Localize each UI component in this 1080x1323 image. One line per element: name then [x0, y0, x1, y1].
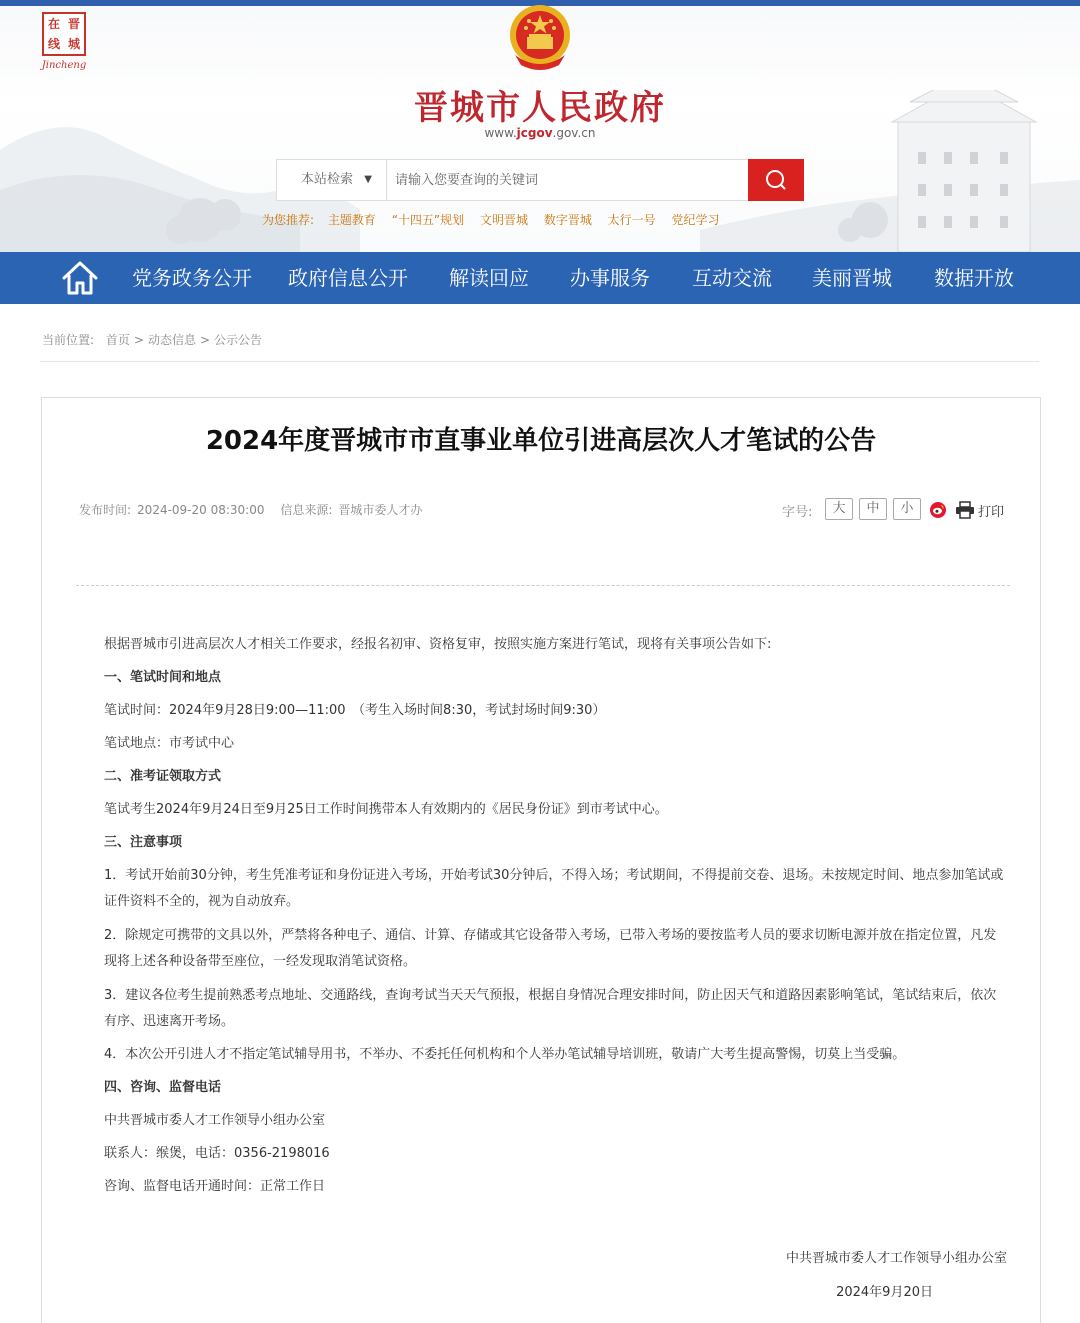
paragraph: 中共晋城市委人才工作领导小组办公室 [104, 1113, 326, 1128]
nav-item-party-gov-affairs[interactable]: 党务政务公开 [132, 266, 252, 290]
recommend-link[interactable]: 文明晋城 [479, 213, 528, 227]
section-heading: 四、咨询、监督电话 [104, 1080, 222, 1095]
paragraph: 根据晋城市引进高层次人才相关工作要求，经报名初审、资格复审，按照实施方案进行笔试，现将有关事项公告如下: [104, 637, 772, 652]
search-bar [276, 159, 804, 201]
paragraph: 4．本次公开引进人才不指定笔试辅导用书，不举办、不委托任何机构和个人举办笔试辅导培训班，敬请广大考生提高警惕，切莫上当受骗。 [104, 1047, 906, 1062]
font-size-medium-button[interactable]: 中 [859, 498, 887, 520]
nav-item-services[interactable]: 办事服务 [570, 266, 650, 290]
weibo-share-icon[interactable] [930, 502, 946, 518]
publish-time: 2024-09-20 08:30:00 [137, 503, 265, 517]
search-icon [764, 168, 788, 192]
logo-subtitle: Jincheng [41, 60, 87, 71]
breadcrumb-label: 当前位置: [42, 333, 95, 347]
recommend-label: 为您推荐: [262, 213, 315, 227]
nav-item-gov-info[interactable]: 政府信息公开 [288, 266, 408, 290]
nav-item-interpretation[interactable]: 解读回应 [449, 266, 529, 290]
recommend-links [262, 211, 732, 229]
divider [40, 361, 1039, 362]
breadcrumb-home[interactable]: 首页 [105, 333, 130, 347]
jincheng-online-logo[interactable] [40, 12, 88, 74]
font-size-large-button[interactable]: 大 [825, 498, 853, 520]
main-nav [0, 252, 1080, 304]
search-scope-select[interactable]: 本站检索 ▼ [277, 160, 387, 200]
caret-down-icon: ▼ [364, 174, 372, 185]
font-size-label: 字号: [782, 505, 813, 520]
source-value: 晋城市委人才办 [338, 503, 423, 517]
breadcrumb: 当前位置: 首页 > 动态信息 > 公示公告 [42, 333, 263, 347]
printer-icon[interactable] [955, 501, 975, 519]
paragraph: 笔试时间：2024年9月28日9:00—11:00 （考生入场时间8:30，考试封场时间9:30） [104, 703, 606, 718]
recommend-link[interactable]: 数字晋城 [543, 213, 592, 227]
publish-label: 发布时间: [79, 503, 132, 517]
section-heading: 三、注意事项 [104, 835, 183, 850]
signature-org: 中共晋城市委人才工作领导小组办公室 [785, 1251, 1007, 1266]
section-heading: 二、准考证领取方式 [104, 769, 222, 784]
nav-item-interaction[interactable]: 互动交流 [692, 266, 772, 290]
site-title[interactable]: 晋城市人民政府 [414, 88, 666, 128]
recommend-link[interactable]: 党纪学习 [671, 213, 720, 227]
paragraph: 咨询、监督电话开通时间：正常工作日 [104, 1179, 326, 1194]
site-header [0, 0, 1080, 252]
search-input[interactable] [387, 160, 749, 200]
paragraph: 3．建议各位考生提前熟悉考点地址、交通路线，查询考试当天天气预报，根据自身情况合理安排时间，防止因天气和道路因素影响笔试，笔试结束后，依次有序、迅速离开考场。 [104, 988, 997, 1029]
national-emblem-icon [507, 3, 573, 73]
site-url: www.jcgov.gov.cn [484, 126, 596, 140]
breadcrumb-news[interactable]: 动态信息 [147, 333, 196, 347]
recommend-link[interactable]: 太行一号 [607, 213, 656, 227]
article-container [41, 397, 1041, 1323]
print-button[interactable]: 打印 [978, 505, 1005, 520]
search-button[interactable] [748, 159, 804, 201]
article-title: 2024年度晋城市市直事业单位引进高层次人才笔试的公告 [205, 426, 877, 456]
signature-date: 2024年9月20日 [836, 1285, 933, 1300]
dashed-divider [76, 585, 1010, 586]
font-size-small-button[interactable]: 小 [893, 498, 921, 520]
breadcrumb-notices[interactable]: 公示公告 [214, 333, 263, 347]
source-label: 信息来源: [280, 503, 333, 517]
section-heading: 一、笔试时间和地点 [104, 670, 222, 685]
nav-item-open-data[interactable]: 数据开放 [934, 266, 1014, 290]
paragraph: 1．考试开始前30分钟，考生凭准考证和身份证进入考场，开始考试30分钟后，不得入场；考试期间，不得提前交卷、退场。未按规定时间、地点参加笔试或证件资料不全的，视为自动放弃。 [104, 868, 1004, 909]
paragraph: 2．除规定可携带的文具以外，严禁将各种电子、通信、计算、存储或其它设备带入考场，已带入考场的要按监考人员的要求切断电源并放在指定位置，凡发现将上述各种设备带至座位，一经发现取消笔试资格。 [104, 928, 997, 969]
home-icon[interactable] [60, 258, 100, 298]
article-meta [79, 501, 434, 518]
paragraph: 联系人：缑煲，电话：0356-2198016 [104, 1146, 330, 1161]
recommend-link[interactable]: 主题教育 [327, 213, 376, 227]
paragraph: 笔试考生2024年9月24日至9月25日工作时间携带本人有效期内的《居民身份证》到市考试中心。 [104, 802, 668, 817]
recommend-link[interactable]: “十四五”规划 [391, 213, 465, 227]
logo-seal: 在 晋 线 城 [42, 12, 86, 56]
nav-item-beautiful-jincheng[interactable]: 美丽晋城 [812, 266, 892, 290]
paragraph: 笔试地点：市考试中心 [104, 736, 235, 751]
